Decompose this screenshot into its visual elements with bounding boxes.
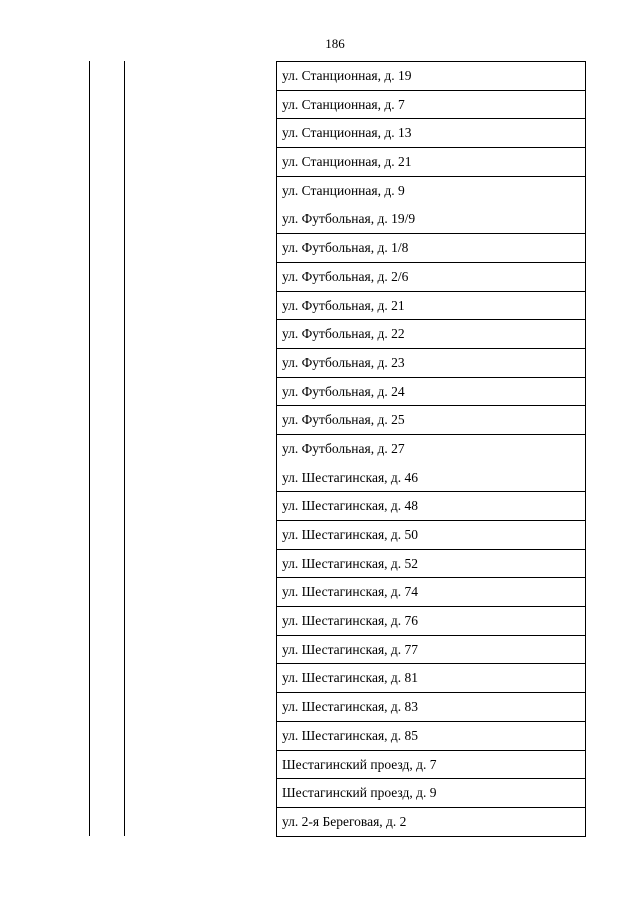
address-row: ул. Шестагинская, д. 77 <box>277 636 585 665</box>
address-row: ул. Шестагинская, д. 81 <box>277 664 585 693</box>
address-row: ул. Шестагинская, д. 83 <box>277 693 585 722</box>
address-row: ул. Станционная, д. 21 <box>277 148 585 177</box>
address-row: ул. Шестагинская, д. 74 <box>277 578 585 607</box>
address-table <box>276 61 586 837</box>
address-row: ул. Футбольная, д. 1/8 <box>277 234 585 263</box>
table-column-divider <box>124 61 125 836</box>
address-row: ул. Станционная, д. 19 <box>277 62 585 91</box>
address-row: ул. Шестагинская, д. 76 <box>277 607 585 636</box>
address-row: ул. Шестагинская, д. 52 <box>277 550 585 579</box>
address-row: ул. Футбольная, д. 24 <box>277 378 585 407</box>
address-row: ул. Станционная, д. 9 <box>282 182 405 198</box>
address-row: ул. 2-я Береговая, д. 2 <box>277 808 585 837</box>
table-left-border <box>89 61 90 836</box>
address-row: ул. Футбольная, д. 2/6 <box>277 263 585 292</box>
page-number: 186 <box>325 36 345 51</box>
address-row: ул. Станционная, д. 13 <box>277 119 585 148</box>
address-row: ул. Шестагинская, д. 46 <box>277 464 585 493</box>
address-row: ул. Шестагинская, д. 48 <box>277 492 585 521</box>
address-row: ул. Футбольная, д. 27 <box>282 440 405 456</box>
address-row: Шестагинский проезд, д. 9 <box>277 779 585 808</box>
address-row: ул. Футбольная, д. 23 <box>277 349 585 378</box>
address-row: ул. Футбольная, д. 19/9 <box>277 205 585 234</box>
address-row: Шестагинский проезд, д. 7 <box>277 751 585 780</box>
address-row: ул. Станционная, д. 7 <box>277 91 585 120</box>
address-row: ул. Шестагинская, д. 50 <box>277 521 585 550</box>
address-row: ул. Шестагинская, д. 85 <box>277 722 585 751</box>
address-row: ул. Футбольная, д. 25 <box>277 406 585 435</box>
address-row: ул. Футбольная, д. 21 <box>277 292 585 321</box>
address-row: ул. Футбольная, д. 22 <box>277 320 585 349</box>
